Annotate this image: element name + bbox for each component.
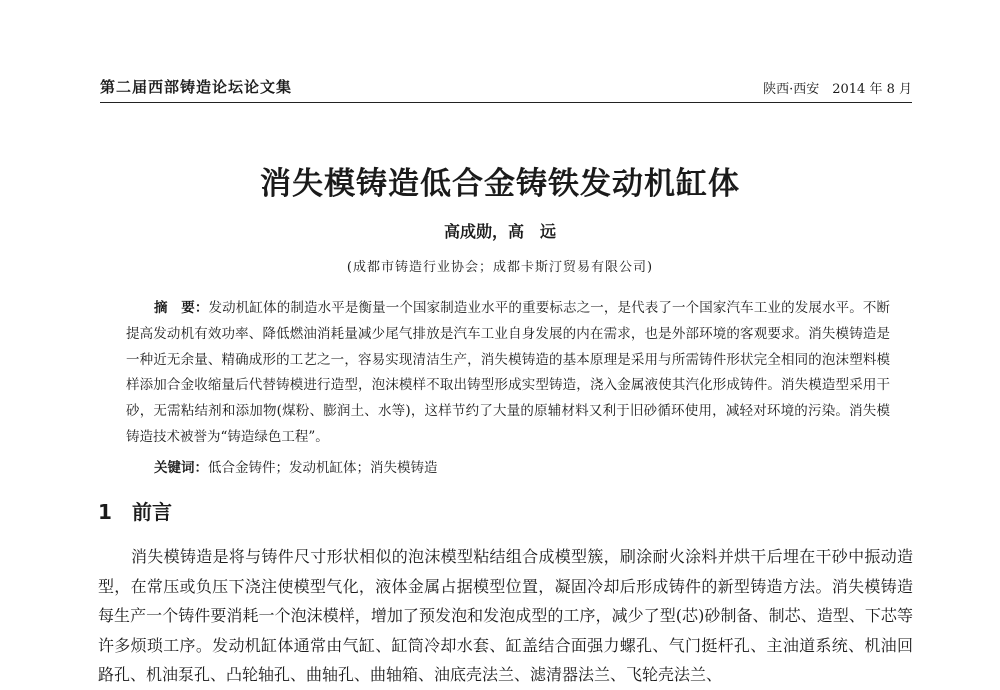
proceedings-name: 第二届西部铸造论坛论文集 xyxy=(100,78,293,96)
section-title: 前言 xyxy=(132,500,172,524)
abstract-text: 发动机缸体的制造水平是衡量一个国家制造业水平的重要标志之一，是代表了一个国家汽车工业的发展水平。不断提高发动机有效功率、降低燃油消耗量减少尾气排放是汽车工业自身发展的内在需求，也是外部环境的客观要求。消失模铸造是一种近无余量、精确成形的工艺之一，容易实现清洁生产，消失模铸造的基本原理是采用与所需铸件形状完全相同的泡沫塑料模样添加合金收缩量后代替铸模进行造型，泡沫模样不取出铸型形成实型铸造，浇入金属液使其汽化形成铸件。消失模造型采用干砂，无需粘结剂和添加物(煤粉、膨润土、水等)，这样节约了大量的原辅材料又利于旧砂循环使用，减轻对环境的污染。消失模铸造技术被誉为“铸造绿色工程”。 xyxy=(126,300,891,445)
keywords-label: 关键词： xyxy=(154,460,208,476)
section-number: 1 xyxy=(98,500,112,524)
paper-title: 消失模铸造低合金铸铁发动机缸体 xyxy=(260,166,740,202)
abstract xyxy=(126,296,890,451)
section-heading xyxy=(98,496,172,525)
affiliation: (成都市铸造行业协会；成都卡斯汀贸易有限公司) xyxy=(346,260,654,275)
location-date: 陕西·西安 2014 年 8 月 xyxy=(763,82,912,97)
authors: 高成勋，高 远 xyxy=(443,222,556,241)
keywords xyxy=(154,456,438,476)
running-header xyxy=(100,76,912,100)
abstract-label: 摘 要： xyxy=(154,300,209,316)
body-paragraph: 消失模铸造是将与铸件尺寸形状相似的泡沫模型粘结组合成模型簇，刷涂耐火涂料并烘干后埋在干砂中振动造型，在常压或负压下浇注使模型气化，液体金属占据模型位置，凝固冷却后形成铸件的新型铸造方法。消失模铸造每生产一个铸件要消耗一个泡沫模样，增加了预发泡和发泡成型的工序，减少了型(芯)砂制备、制芯、造型、下芯等许多烦琐工序。发动机缸体通常由气缸、缸筒冷却水套、缸盖结合面强力螺孔、气门挺杆孔、主油道系统、机油回路孔、机油泵孔、凸轮轴孔、曲轴孔、曲轴箱、油底壳法兰、滤清器法兰、飞轮壳法兰、 xyxy=(98,547,913,684)
header-rule xyxy=(100,102,912,103)
keywords-text: 低合金铸件；发动机缸体；消失模铸造 xyxy=(208,460,438,476)
